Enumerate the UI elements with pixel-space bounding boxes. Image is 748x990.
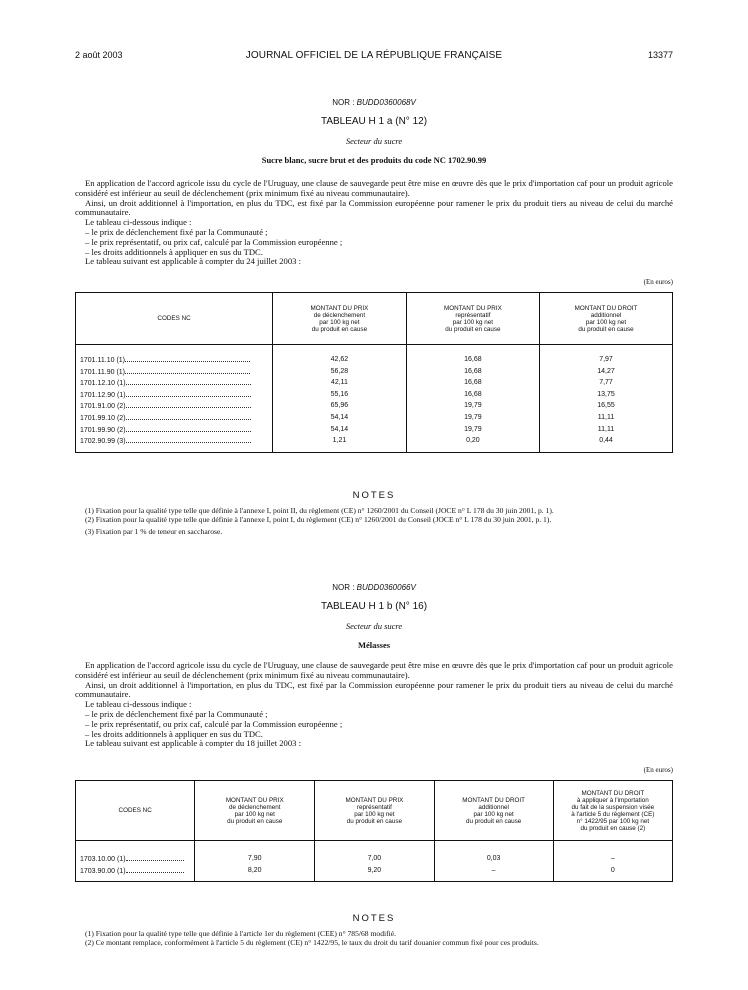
- secteur-label: Secteur du sucre: [345, 136, 403, 146]
- cell-value: 42,62: [273, 345, 407, 367]
- cell-code: [76, 367, 273, 379]
- table-row: [76, 367, 673, 379]
- cell-value: 1,21: [273, 436, 407, 452]
- table-row: [76, 436, 673, 452]
- cell-value: 55,16: [273, 390, 407, 402]
- table-row: [76, 841, 673, 866]
- cell-code: [76, 413, 273, 425]
- dot-leader: [126, 866, 184, 873]
- table-row: [76, 345, 673, 367]
- applicable-date: Le tableau suivant est applicable à compter du 24 juillet 2003 :: [85, 256, 301, 267]
- code-value: 1703.10.00 (1): [80, 856, 126, 863]
- table-title: TABLEAU H 1 a (N° 12): [320, 116, 428, 127]
- cell-value: 0: [553, 866, 672, 882]
- cell-value: 16,68: [406, 367, 539, 379]
- paragraph: Le tableau ci-dessous indique :: [85, 217, 192, 228]
- section-tableau-h1b: [75, 583, 673, 650]
- notes-title: NOTES: [352, 490, 396, 501]
- cell-value: 19,79: [406, 413, 539, 425]
- cell-value: 7,90: [195, 841, 315, 866]
- cell-code: [76, 401, 273, 413]
- cell-value: 42,11: [273, 378, 407, 390]
- cell-value: 14,27: [540, 367, 673, 379]
- table-row: [76, 413, 673, 425]
- note: (2) Fixation pour la qualité type telle que définie à l'annexe I, point I, du règlement (CE) n° 1260/2001 du Conseil (JOCE n° L 178 du 30 juin 2001, p. 1).: [85, 514, 552, 524]
- table-row: [76, 390, 673, 402]
- code-value: 1703.90.00 (1): [80, 867, 126, 875]
- cell-value: 7,00: [315, 841, 434, 866]
- cell-value: 11,11: [540, 425, 673, 437]
- dot-leader: [125, 355, 250, 362]
- data-table: [75, 292, 673, 453]
- header-date: 2 août 2003: [75, 50, 123, 60]
- code-value: 1702.90.99 (3): [80, 438, 126, 446]
- paragraph: Ainsi, un droit additionnel à l'importation, en plus du TDC, est fixé par la Commission européenne pour ramener le prix du produit tiers au niveau de celui du marché communautaire.: [75, 197, 673, 218]
- column-header: CODES NC: [76, 781, 195, 841]
- code-value: 1701.12.90 (1): [80, 391, 126, 399]
- subject-title: Mélasses: [357, 640, 391, 650]
- note: (1) Fixation pour la qualité type telle que définie à l'annexe I, point II, du règlement (CE) n° 1260/2001 du Conseil (JOCE n° L 178 du 30 juin 2001, p. 1).: [85, 506, 554, 515]
- page-header: [75, 50, 673, 64]
- unit-label: (En euros): [643, 766, 673, 774]
- cell-value: 0,20: [406, 436, 539, 452]
- cell-code: [76, 436, 273, 452]
- list-item: – le prix représentatif, ou prix caf, calculé par la Commission européenne ;: [85, 236, 343, 247]
- nor-code: BUDD0360068V: [356, 98, 416, 107]
- nor-code: BUDD0360066V: [356, 583, 416, 592]
- table-body: [76, 345, 673, 453]
- journal-title: JOURNAL OFFICIEL DE LA RÉPUBLIQUE FRANÇAISE: [245, 50, 503, 61]
- note: (2) Ce montant remplace, conformément à l'article 5 du règlement (CE) n° 1422/95, le taux du droit du tarif douanier commun fixé pour ces produits.: [85, 937, 539, 947]
- list-item: – le prix représentatif, ou prix caf, calculé par la Commission européenne ;: [85, 718, 343, 729]
- cell-code: [76, 390, 273, 402]
- cell-value: 19,79: [406, 425, 539, 437]
- column-header: MONTANT DU PRIX représentatif par 100 kg net du produit en cause: [315, 781, 434, 841]
- nor-line: NOR : BUDD0360068V: [332, 98, 416, 107]
- column-header: MONTANT DU PRIX de déclenchement par 100 kg net du produit en cause: [273, 293, 407, 345]
- cell-value: 56,28: [273, 367, 407, 379]
- column-header: MONTANT DU PRIX représentatif par 100 kg net du produit en cause: [406, 293, 539, 345]
- applicable-date: Le tableau suivant est applicable à compter du 18 juillet 2003 :: [85, 738, 301, 749]
- column-header: CODES NC: [76, 293, 273, 345]
- secteur-label: Secteur du sucre: [345, 621, 403, 631]
- cell-code: [76, 425, 273, 437]
- code-value: 1701.12.10 (1): [80, 380, 126, 388]
- cell-value: –: [434, 866, 553, 882]
- paragraph: Le tableau ci-dessous indique :: [85, 699, 192, 710]
- intro-text-1: [75, 179, 673, 267]
- dot-leader: [126, 854, 184, 861]
- paragraph: En application de l'accord agricole issu du cycle de l'Uruguay, une clause de sauvegarde peut être mise en œuvre dès que le prix d'importation caf pour un produit agricole considéré est inférieur au seuil de déclenchement (prix minimum fixé au niveau communautaire).: [75, 178, 673, 198]
- cell-value: 16,68: [406, 378, 539, 390]
- cell-value: 16,55: [540, 401, 673, 413]
- cell-value: –: [553, 841, 672, 866]
- cell-value: 16,68: [406, 345, 539, 367]
- note: (3) Fixation par 1 % de teneur en saccharose.: [85, 526, 223, 536]
- code-value: 1701.11.90 (1): [80, 368, 126, 376]
- list-item: – le prix de déclenchement fixé par la Communauté ;: [85, 226, 268, 237]
- code-value: 1701.99.10 (2): [80, 414, 126, 422]
- table-body: [76, 841, 673, 882]
- cell-value: 11,11: [540, 413, 673, 425]
- cell-value: 0,03: [434, 841, 553, 866]
- cell-code: [76, 841, 195, 866]
- dot-leader: [126, 413, 251, 420]
- cell-value: 0,44: [540, 436, 673, 452]
- cell-value: 9,20: [315, 866, 434, 882]
- column-header: MONTANT DU PRIX de déclenchement par 100 kg net du produit en cause: [195, 781, 315, 841]
- table-1: [75, 292, 673, 453]
- dot-leader: [126, 401, 251, 408]
- notes-title: NOTES: [352, 913, 396, 924]
- notes-2: [75, 913, 673, 948]
- cell-value: 16,68: [406, 390, 539, 402]
- cell-value: 54,14: [273, 413, 407, 425]
- list-item: – les droits additionnels à appliquer en sus du TDC.: [85, 246, 263, 257]
- page-number: 13377: [647, 50, 673, 60]
- unit-label: (En euros): [643, 278, 673, 286]
- dot-leader: [126, 390, 251, 397]
- list-item: – le prix de déclenchement fixé par la Communauté ;: [85, 708, 268, 719]
- column-header: MONTANT DU DROIT additionnel par 100 kg net du produit en cause: [434, 781, 553, 841]
- cell-value: 13,75: [540, 390, 673, 402]
- table-2: [75, 780, 673, 882]
- cell-value: 8,20: [195, 866, 315, 882]
- table-title: TABLEAU H 1 b (N° 16): [320, 601, 428, 612]
- code-value: 1701.11.10 (1): [80, 357, 126, 364]
- cell-value: 19,79: [406, 401, 539, 413]
- cell-code: [76, 378, 273, 390]
- section-tableau-h1a: [75, 98, 673, 165]
- dot-leader: [125, 367, 250, 374]
- notes-1: [75, 490, 673, 536]
- code-value: 1701.91.00 (2): [80, 403, 126, 411]
- note: (1) Fixation pour la qualité type telle que définie à l'article 1er du règlement (CEE) n° 785/68 modifié.: [85, 929, 397, 938]
- cell-value: 7,97: [540, 345, 673, 367]
- paragraph: En application de l'accord agricole issu du cycle de l'Uruguay, une clause de sauvegarde peut être mise en œuvre dès que le prix d'importation caf pour un produit agricole considéré est inférieur au seuil de déclenchement (prix minimum fixé au niveau communautaire).: [75, 660, 673, 680]
- paragraph: Ainsi, un droit additionnel à l'importation, en plus du TDC, est fixé par la Commission européenne pour ramener le prix du produit tiers au niveau de celui du marché communautaire.: [75, 679, 673, 700]
- table-row: [76, 425, 673, 437]
- dot-leader: [126, 425, 251, 432]
- cell-value: 54,14: [273, 425, 407, 437]
- dot-leader: [126, 378, 251, 385]
- column-header: MONTANT DU DROIT à appliquer à l'importation du fait de la suspension visée à l'article 5 du règlement (CE) n° 1422/95 par 100 kg net du produit en cause (2): [553, 781, 672, 841]
- code-value: 1701.99.90 (2): [80, 426, 126, 434]
- table-row: [76, 866, 673, 882]
- intro-text-2: [75, 661, 673, 749]
- data-table: [75, 780, 673, 882]
- cell-value: 65,96: [273, 401, 407, 413]
- cell-code: [76, 345, 273, 367]
- cell-code: [76, 866, 195, 882]
- list-item: – les droits additionnels à appliquer en sus du TDC.: [85, 728, 263, 739]
- dot-leader: [126, 436, 251, 443]
- table-row: [76, 378, 673, 390]
- table-row: [76, 401, 673, 413]
- subject-title: Sucre blanc, sucre brut et des produits du code NC 1702.90.99: [261, 155, 487, 165]
- nor-line: NOR : BUDD0360066V: [332, 583, 416, 592]
- column-header: MONTANT DU DROIT additionnel par 100 kg net du produit en cause: [540, 293, 673, 345]
- cell-value: 7,77: [540, 378, 673, 390]
